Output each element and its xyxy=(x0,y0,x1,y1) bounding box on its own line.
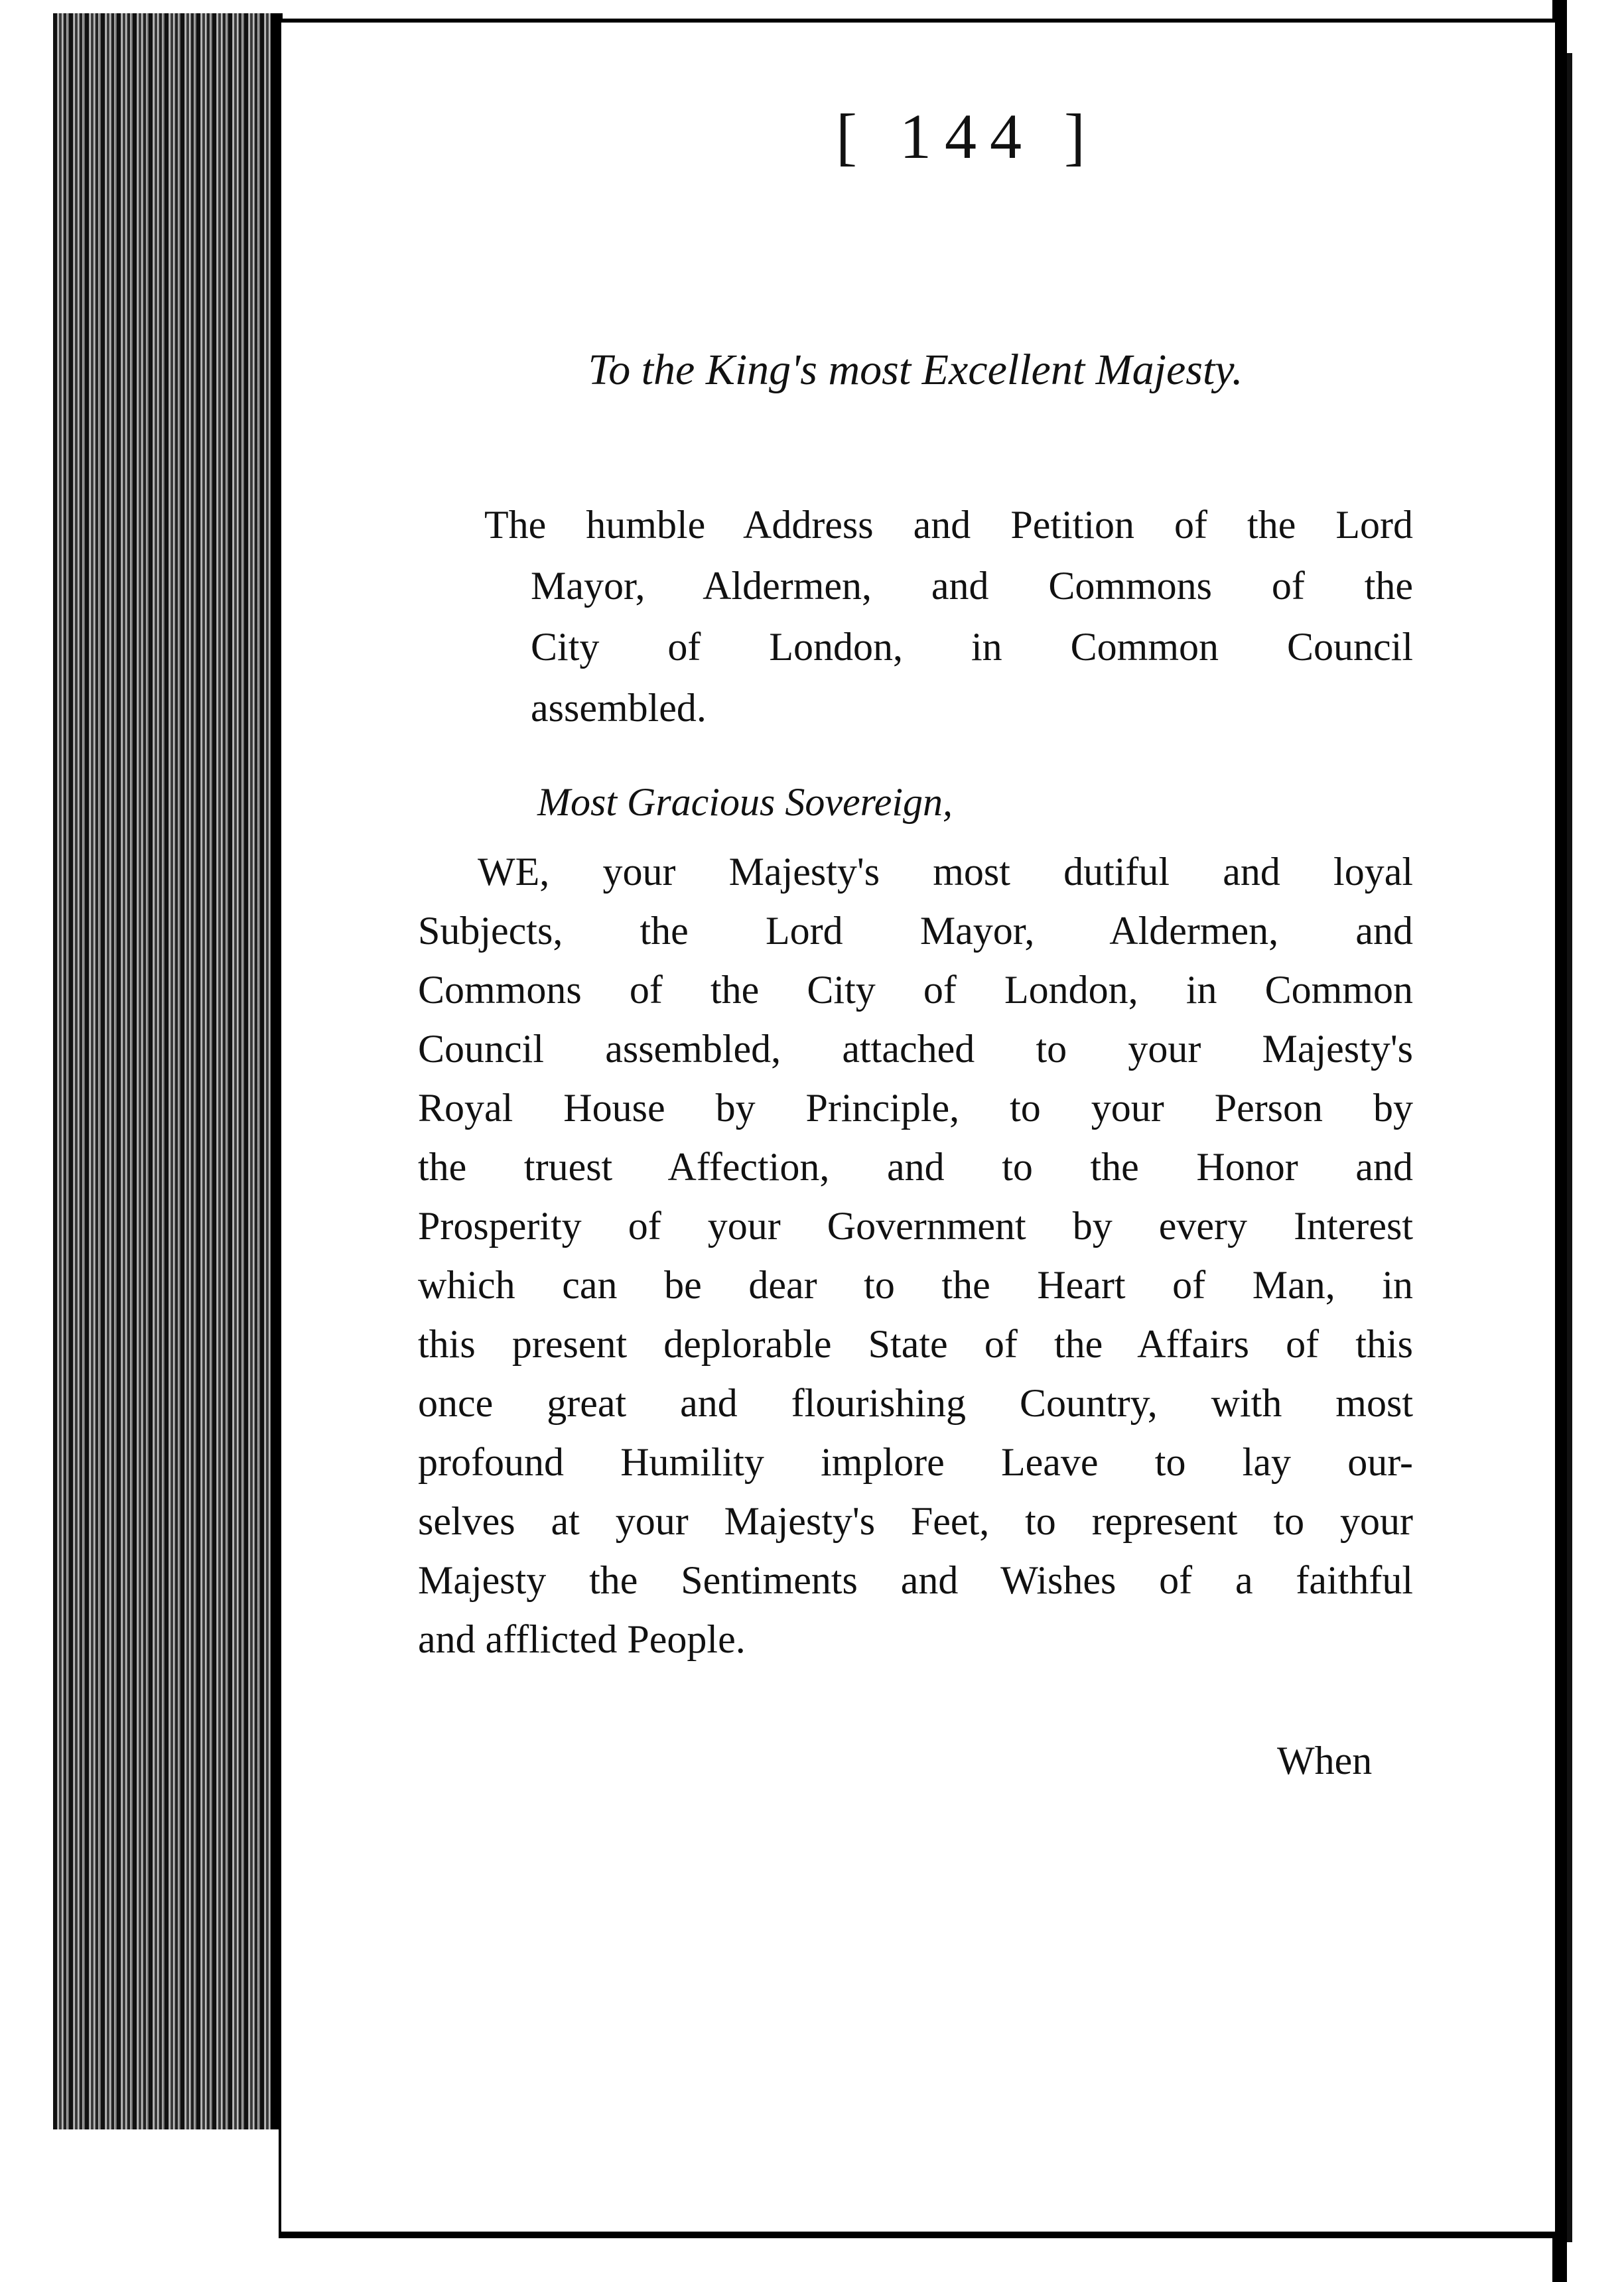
body-line: profound Humility implore Leave to lay our- xyxy=(418,1440,1413,1484)
subtitle-line: Mayor, Aldermen, and Commons of the xyxy=(531,564,1413,608)
body-line: Council assembled, attached to your Majesty's xyxy=(418,1027,1413,1071)
body-line: this present deplorable State of the Affairs of this xyxy=(418,1322,1413,1366)
body-line: Commons of the City of London, in Common xyxy=(418,968,1413,1012)
subtitle-line: assembled. xyxy=(531,686,707,730)
body-line: WE, your Majesty's most dutiful and loyal xyxy=(478,850,1413,894)
book-page-edges xyxy=(53,13,283,2129)
body-line: and afflicted People. xyxy=(418,1617,746,1661)
address-heading: To the King's most Excellent Majesty. xyxy=(588,346,1243,394)
subtitle-line: City of London, in Common Council xyxy=(531,625,1413,669)
body-line: which can be dear to the Heart of Man, in xyxy=(418,1263,1413,1307)
catchword: When xyxy=(1277,1739,1373,1782)
body-line: selves at your Majesty's Feet, to represent to your xyxy=(418,1499,1413,1543)
page-number: [ 144 ] xyxy=(836,101,1099,172)
body-line: once great and flourishing Country, with most xyxy=(418,1381,1413,1425)
body-line: Majesty the Sentiments and Wishes of a faithful xyxy=(418,1558,1413,1602)
subtitle-line: The humble Address and Petition of the Lord xyxy=(484,503,1413,547)
petition-subtitle xyxy=(484,494,1413,738)
body-line: Prosperity of your Government by every Interest xyxy=(418,1204,1413,1248)
facing-page-edge xyxy=(1552,0,1624,2282)
petition-body xyxy=(418,842,1413,1669)
body-line: Royal House by Principle, to your Person by xyxy=(418,1086,1413,1130)
body-line: Subjects, the Lord Mayor, Aldermen, and xyxy=(418,909,1413,953)
salutation: Most Gracious Sovereign, xyxy=(537,780,953,824)
body-line: the truest Affection, and to the Honor and xyxy=(418,1145,1413,1189)
